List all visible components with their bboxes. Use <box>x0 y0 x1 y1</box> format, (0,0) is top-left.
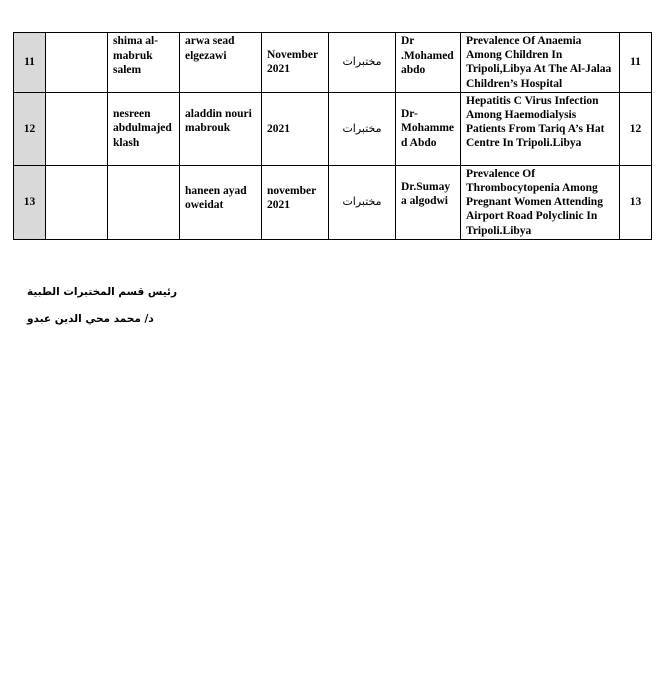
projects-table <box>13 32 652 240</box>
row-number-left: 12 <box>14 92 46 165</box>
row-number-left: 13 <box>14 165 46 239</box>
student-name-cell: nesreen abdulmajed klash <box>108 92 180 165</box>
supervisor-cell: Dr .Mohamed abdo <box>396 33 461 93</box>
supervisor-cell: Dr.Sumaya algodwi <box>396 165 461 239</box>
project-title-cell: Hepatitis C Virus Infection Among Haemodialysis Patients From Tariq A’s Hat Centre In Tripoli.Libya <box>461 92 620 165</box>
signatory-name: د/ محمد محي الدين عبدو <box>27 313 154 325</box>
empty-cell <box>46 165 108 239</box>
project-title-cell: Prevalence Of Thrombocytopenia Among Pregnant Women Attending Airport Road Polyclinic In Tripoli.Libya <box>461 165 620 239</box>
table-row <box>14 165 652 239</box>
student-name-cell: aladdin nouri mabrouk <box>180 92 262 165</box>
student-name-cell <box>108 165 180 239</box>
row-number-left: 11 <box>14 33 46 93</box>
date-cell: 2021 <box>262 92 329 165</box>
department-head-title: رئيس قسم المختبرات الطبية <box>27 286 177 298</box>
row-number-right: 12 <box>620 92 652 165</box>
table-row <box>14 33 652 93</box>
student-name-cell: arwa sead elgezawi <box>180 33 262 93</box>
row-number-right: 13 <box>620 165 652 239</box>
department-cell: مختبرات <box>329 92 396 165</box>
date-cell: november 2021 <box>262 165 329 239</box>
table-row <box>14 92 652 165</box>
student-name-cell: shima al-mabruk salem <box>108 33 180 93</box>
department-cell: مختبرات <box>329 33 396 93</box>
department-cell: مختبرات <box>329 165 396 239</box>
row-number-right: 11 <box>620 33 652 93</box>
student-name-cell: haneen ayad oweidat <box>180 165 262 239</box>
supervisor-cell: Dr-Mohammed Abdo <box>396 92 461 165</box>
empty-cell <box>46 92 108 165</box>
project-title-cell: Prevalence Of Anaemia Among Children In Tripoli,Libya At The Al-Jalaa Children’s Hospital <box>461 33 620 93</box>
date-cell: November 2021 <box>262 33 329 93</box>
empty-cell <box>46 33 108 93</box>
